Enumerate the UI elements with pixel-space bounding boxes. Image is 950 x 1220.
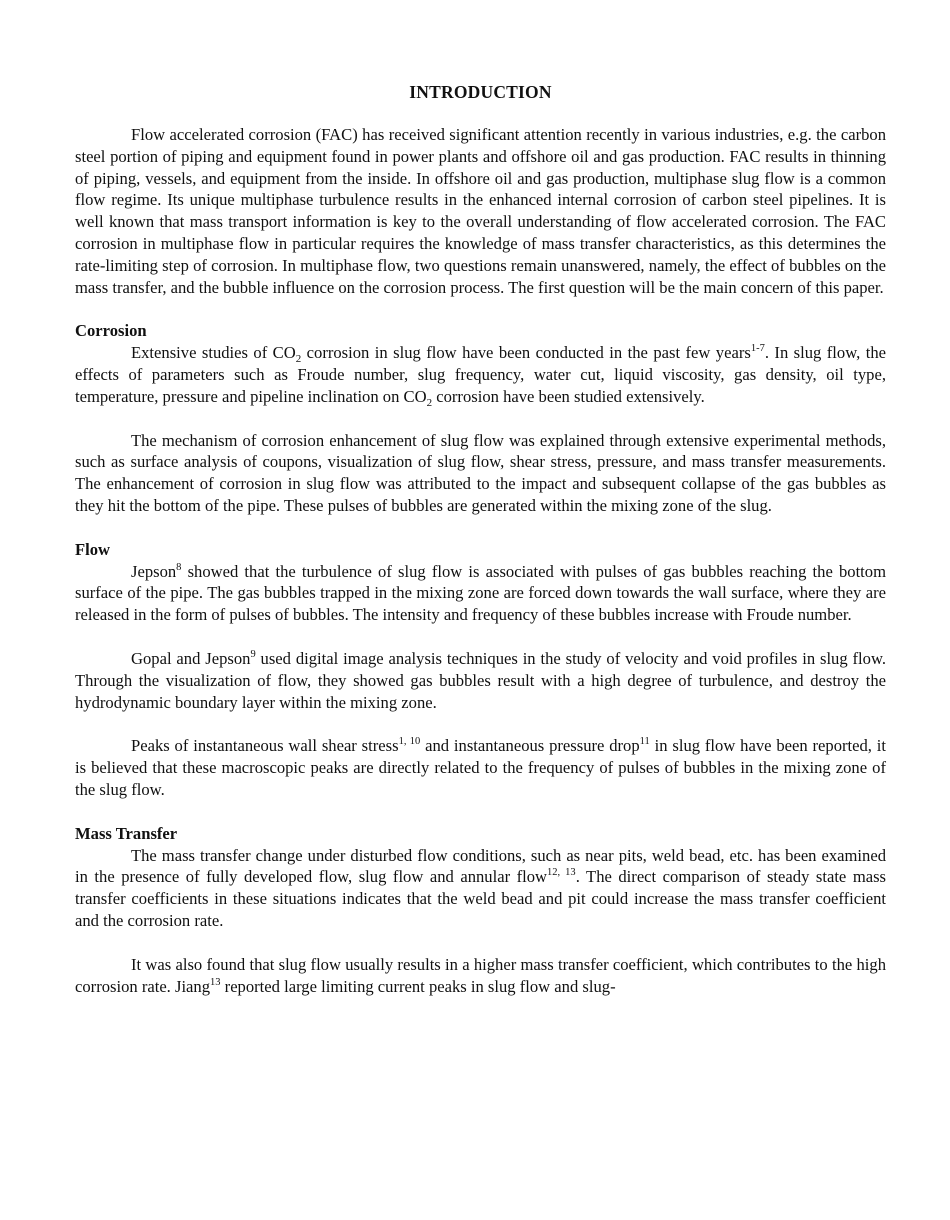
flow-paragraph-2 [75,648,886,713]
corrosion-paragraph-1 [75,342,886,407]
text-span: showed that the turbulence of slug flow is associated with pulses of gas bubbles reaching the bottom surface of the pipe. The gas bubbles trapped in the mixing zone are forced down towards the wall surface, where they are released in the form of pulses of bubbles. The intensity and frequency of these bubbles increase with Froude number. [75,561,886,625]
text-span: . The direct comparison of steady state mass transfer coefficients in these situations indicates that the weld bead and pit could increase the mass transfer coefficient and the corrosion rate. [75,867,887,930]
subscript: 2 [295,353,302,366]
citation-ref: 13 [210,976,221,988]
paper-page [75,80,886,997]
text-span: Gopal and Jepson [131,648,251,668]
text-span: in slug flow have been reported, it is believed that these macroscopic peaks are directly related to the frequency of pulses of bubbles in the mixing zone of the slug flow. [75,736,887,799]
section-title-introduction: INTRODUCTION [409,82,552,102]
intro-paragraph: Flow accelerated corrosion (FAC) has received significant attention recently in various industries, e.g. the carbon steel portion of piping and equipment found in power plants and offshore oil and gas production. FAC results in thinning of piping, vessels, and equipment from the inside. In offshore oil and gas production, multiphase slug flow is a common flow regime. Its unique multiphase turbulence results in the enhanced internal corrosion of carbon steel pipelines. It is well known that mass transport information is key to the overall understanding of flow accelerated corrosion. The FAC corrosion in multiphase flow in particular requires the knowledge of mass transfer characteristics, as this determines the rate-limiting step of corrosion. In multiphase flow, two questions remain unanswered, namely, the effect of bubbles on the mass transfer, and the bubble influence on the corrosion process. The first question will be the main concern of this paper. [75,125,886,297]
corrosion-paragraph-2: The mechanism of corrosion enhancement of slug flow was explained through extensive experimental methods, such as surface analysis of coupons, visualization of slug flow, shear stress, pressure, and mass transfer measurements. The enhancement of corrosion in slug flow was attributed to the impact and subsequent collapse of the gas bubbles as they hit the bottom of the pipe. These pulses of bubbles are generated within the mixing zone of the slug. [75,430,886,515]
flow-paragraph-3 [75,735,886,800]
text-span: The mass transfer change under disturbed flow conditions, such as near pits, weld bead, etc. has been examined in the presence of fully developed flow, slug flow and annular flow [75,845,886,887]
heading-flow: Flow [75,539,111,559]
text-span: and instantaneous pressure drop [420,736,640,756]
mass-transfer-paragraph-2 [75,954,886,998]
text-span: It was also found that slug flow usually results in a higher mass transfer coefficient, which contributes to the high corrosion rate. Jiang [75,954,886,996]
citation-ref: 8 [176,561,182,573]
heading-corrosion: Corrosion [75,321,147,341]
text-span: Jepson [131,561,177,581]
citation-ref: 11 [639,736,650,748]
citation-ref: 1-7 [750,343,765,355]
text-span: Peaks of instantaneous wall shear stress [131,736,399,756]
text-span: corrosion in slug flow have been conducted in the past few years [301,343,751,363]
text-span: Extensive studies of CO [131,343,296,363]
citation-ref: 12, 13 [547,867,576,879]
flow-paragraph-1 [75,561,886,626]
heading-mass-transfer: Mass Transfer [75,823,178,843]
text-span: corrosion have been studied extensively. [432,386,705,406]
subscript: 2 [426,396,433,409]
text-span: reported large limiting current peaks in slug flow and slug- [220,976,616,996]
text-span: . In slug flow, the effects of parameters such as Froude number, slug frequency, water cut, liquid viscosity, gas density, oil type, temperature, pressure and pipeline inclination on CO [75,343,886,406]
citation-ref: 9 [250,648,256,660]
citation-ref: 1, 10 [398,736,421,748]
mass-transfer-paragraph-1 [75,845,886,932]
text-span: used digital image analysis techniques in the study of velocity and void profiles in slug flow. Through the visualization of flow, they showed gas bubbles result with a high degree of turbulence, and destroy the hydrodynamic boundary layer within the mixing zone. [75,648,887,712]
